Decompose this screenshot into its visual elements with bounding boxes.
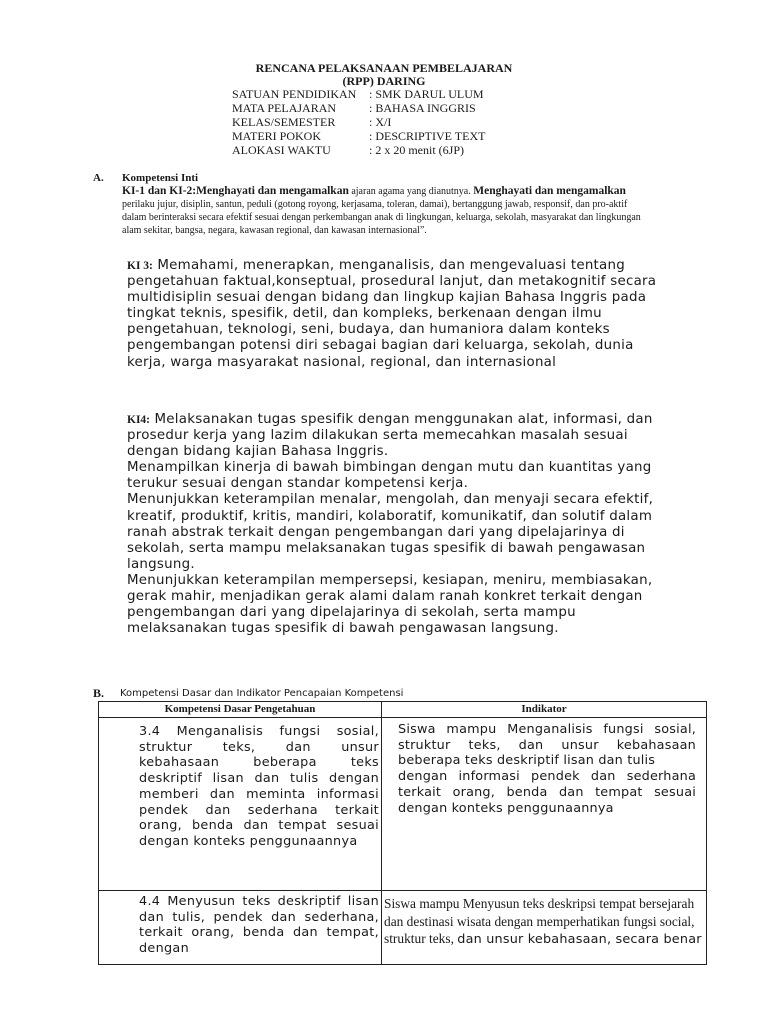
- ki-4-label: KI4:: [127, 414, 150, 426]
- table-header-kd: Kompetensi Dasar Pengetahuan: [99, 702, 382, 718]
- ki-1-2-text-1: ajaran agama yang dianutnya.: [348, 186, 474, 197]
- table-header-row: [99, 702, 707, 718]
- indikator-cell: [382, 718, 707, 891]
- document-title-line1: RENCANA PELAKSANAAN PEMBELAJARAN: [255, 61, 513, 75]
- identity-label: MATERI POKOK: [232, 129, 322, 143]
- competency-table: [98, 701, 707, 965]
- kd-cell: 3.4 Menganalisis fungsi sosial, struktur teks, dan unsur kebahasaan beberapa teks deskriptif lisan dan tulis dengan memberi dan meminta informasi pendek dan sederhana terkait orang, benda dan tempat sesuai dengan konteks penggunaannya: [99, 718, 382, 891]
- table-row: [99, 891, 707, 965]
- identity-label: ALOKASI WAKTU: [232, 143, 331, 157]
- table-row: [99, 718, 707, 891]
- indikator-text-2: dan unsur kebahasaan, secara benar: [457, 932, 702, 948]
- identity-value: : 2 x 20 menit (6JP): [369, 143, 464, 157]
- indikator-text-1: Siswa mampu Menyusun teks deskripsi tempat bersejarah dan destinasi wisata dengan memperhatikan fungsi social, struktur teks,: [384, 896, 695, 947]
- section-b-title: Kompetensi Dasar dan Indikator Pencapaian Kompetensi: [120, 688, 404, 699]
- ki-1-2-bold-1: Menghayati dan mengamalkan: [196, 185, 349, 197]
- document-title-line2: (RPP) DARING: [342, 74, 426, 88]
- ki-3-label: KI 3:: [127, 260, 153, 272]
- identity-label: SATUAN PENDIDIKAN: [232, 87, 357, 101]
- ki-1-2-text-2: perilaku jujur, disiplin, santun, peduli (gotong royong, kerjasama, toleran, damai), bertanggung jawab, responsif, dan pro-aktif dalam berinteraksi secara efektif sesuai dengan perkembangan anak di lingkungan, keluarga, sekolah, masyarakat dan lingkungan alam sekitar, bangsa, negara, kawasan regional, dan kawasan internasional”.: [122, 199, 641, 237]
- section-b-letter: B.: [93, 686, 105, 700]
- ki-1-2-label: KI-1 dan KI-2:: [122, 185, 197, 197]
- ki-1-2-paragraph: [122, 185, 642, 237]
- section-a-title: Kompetensi Inti: [122, 172, 199, 184]
- table-header-indikator: Indikator: [382, 702, 707, 718]
- ki-4-text-2: Menampilkan kinerja di bawah bimbingan dengan mutu dan kuantitas yang terukur sesuai dengan standar kompetensi kerja.: [127, 460, 652, 492]
- identity-value: : SMK DARUL ULUM: [369, 87, 484, 101]
- identity-value: : X/I: [369, 115, 392, 129]
- ki-4-text-4: Menunjukkan keterampilan mempersepsi, kesiapan, meniru, membiasakan, gerak mahir, menjadikan gerak alami dalam ranah konkret terkait dengan pengembangan dari yang dipelajarinya di sekolah, serta mampu melaksanakan tugas spesifik di bawah pengawasan langsung.: [127, 572, 653, 637]
- indikator-text-2: dengan informasi pendek dan sederhana terkait orang, benda dan tempat sesuai dengan konteks penggunaannya: [398, 769, 696, 816]
- ki-4-text-1: Melaksanakan tugas spesifik dengan menggunakan alat, informasi, dan prosedur kerja yang lazim dilakukan serta memecahkan masalah sesuai dengan bidang kajian Bahasa Inggris.: [127, 412, 653, 460]
- ki-4-text-3: Menunjukkan keterampilan menalar, mengolah, dan menyaji secara efektif, kreatif, produktif, kritis, mandiri, kolaboratif, komunikatif, dan solutif dalam ranah abstrak terkait dengan pengembangan dari yang dipelajarinya di sekolah, serta mampu melaksanakan tugas spesifik di bawah pengawasan langsung.: [127, 492, 654, 572]
- ki-1-2-bold-2: Menghayati dan mengamalkan: [473, 185, 626, 197]
- section-a-letter: A.: [93, 172, 104, 184]
- indikator-cell: [382, 891, 707, 965]
- identity-value: : BAHASA INGGRIS: [369, 101, 476, 115]
- identity-label: MATA PELAJARAN: [232, 101, 337, 115]
- ki-3-text: Memahami, menerapkan, menganalisis, dan mengevaluasi tentang pengetahuan faktual,konseptual, prosedural lanjut, dan metakognitif secara multidisiplin sesuai dengan bidang dan lingkup kajian Bahasa Inggris pada tingkat teknis, spesifik, detil, dan kompleks, berkenaan dengan ilmu pengetahuan, teknologi, seni, budaya, dan humaniora dalam konteks pengembangan potensi diri sebagai bagian dari keluarga, sekolah, dunia kerja, warga masyarakat nasional, regional, dan internasional: [127, 258, 657, 370]
- ki-3-paragraph: [127, 258, 675, 371]
- kd-cell: 4.4 Menyusun teks deskriptif lisan dan tulis, pendek dan sederhana, terkait orang, benda dan tempat, dengan: [99, 891, 382, 965]
- identity-label: KELAS/SEMESTER: [232, 115, 336, 129]
- ki-4-paragraph: [127, 412, 675, 637]
- indikator-text-1: Siswa mampu Menganalisis fungsi sosial, struktur teks, dan unsur kebahasaan beberapa teks deskriptif lisan dan tulis: [398, 722, 696, 769]
- identity-value: : DESCRIPTIVE TEXT: [369, 129, 486, 143]
